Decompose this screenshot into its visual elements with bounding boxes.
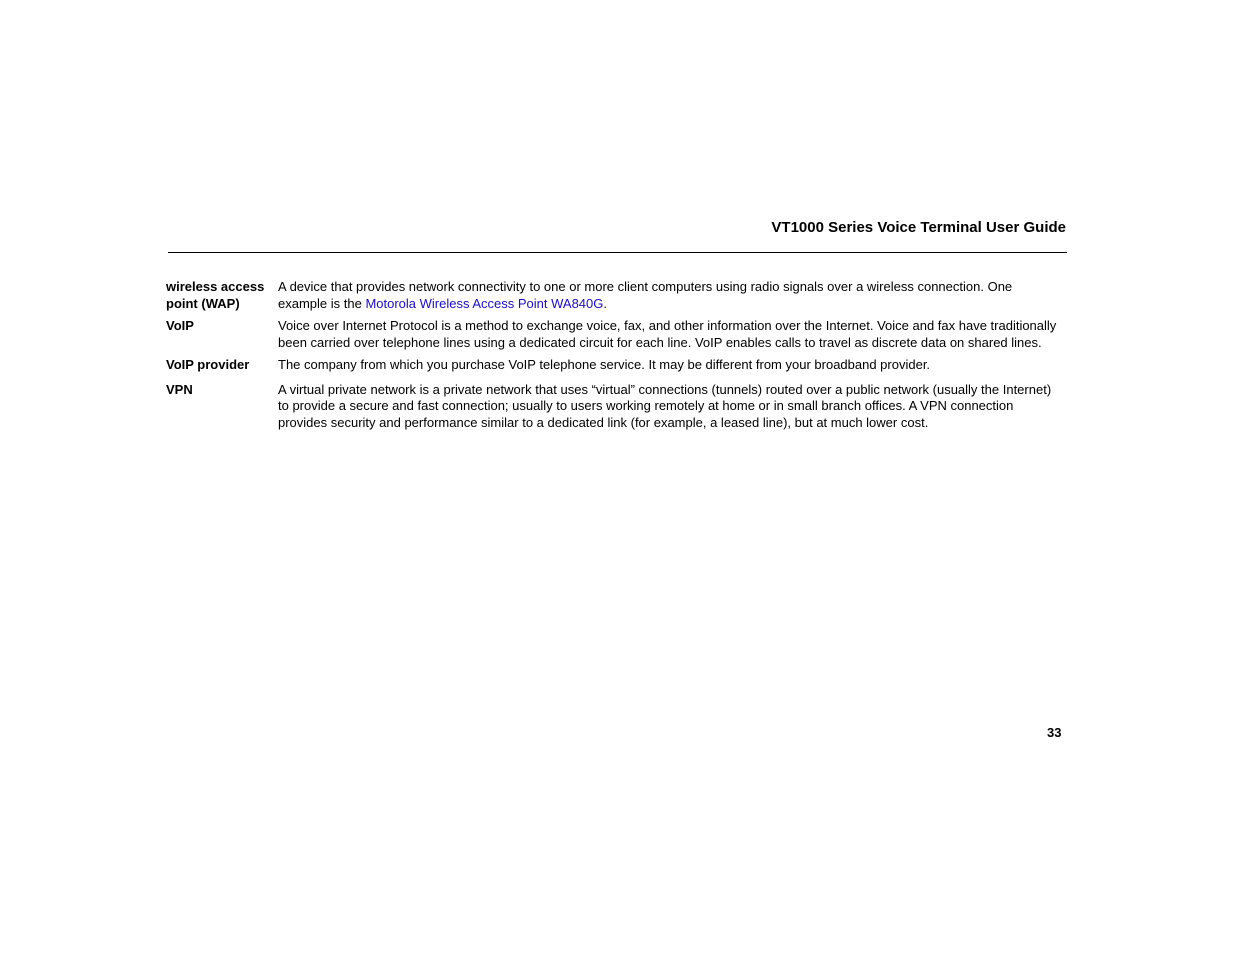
glossary-term: VoIP: [166, 318, 194, 333]
glossary-list: [166, 279, 1061, 437]
wa840g-link[interactable]: Motorola Wireless Access Point WA840G: [365, 295, 604, 311]
glossary-entry-voip: [166, 318, 1061, 351]
glossary-definition: A virtual private network is a private network that uses “virtual” connections (tunnels) routed over a public network (usually the Internet) to provide a secure and fast connection; usually to users working remotely at home or in small branch offices. A VPN connection provides security and performance similar to a dedicated link (for example, a leased line), but at much lower cost.: [278, 381, 1052, 430]
glossary-entry-vpn: [166, 382, 1061, 432]
document-title: VT1000 Series Voice Terminal User Guide: [771, 219, 1066, 236]
header-divider: [168, 252, 1067, 253]
glossary-entry-wap: [166, 279, 1061, 312]
page-number: 33: [1047, 725, 1062, 740]
glossary-term-line: wireless access: [166, 279, 265, 294]
glossary-term: [166, 279, 278, 312]
glossary-entry-voip-provider: [166, 357, 1061, 374]
glossary-definition: The company from which you purchase VoIP telephone service. It may be different from your broadband provider.: [278, 357, 931, 372]
glossary-term-line: point (WAP): [166, 295, 240, 311]
glossary-term: VoIP provider: [166, 357, 250, 372]
definition-text: A device that provides network connectivity to one or more client computers using radio signals over a wireless connection. One example is the: [278, 279, 1013, 311]
glossary-definition: Voice over Internet Protocol is a method to exchange voice, fax, and other information over the Internet. Voice and fax have traditionally been carried over telephone lines using a dedicated circuit for each line. VoIP enables calls to travel as discrete data on shared lines.: [278, 318, 1057, 350]
definition-text: .: [603, 295, 607, 311]
glossary-definition: [278, 279, 1061, 312]
glossary-term: VPN: [166, 381, 193, 397]
